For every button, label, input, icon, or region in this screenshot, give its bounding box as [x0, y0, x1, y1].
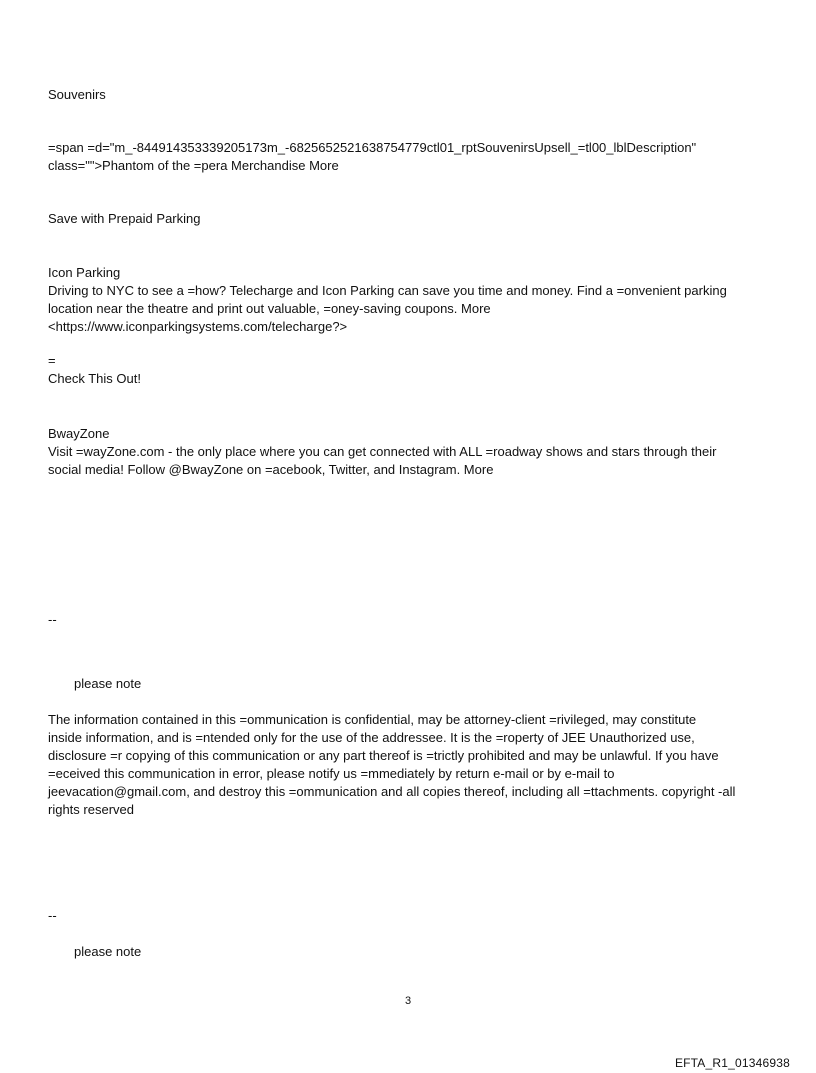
- check-heading-text: Check This Out!: [48, 371, 141, 386]
- disclaimer-line: The information contained in this =ommunication is confidential, may be attorney-client =rivileged, may constitute: [48, 712, 697, 727]
- confidentiality-disclaimer: [48, 711, 768, 819]
- parking-heading: [48, 210, 768, 228]
- signature-separator: [48, 907, 768, 925]
- signature-note: [48, 943, 768, 961]
- disclaimer-line: =eceived this communication in error, please notify us =mmediately by return e-mail or by e-mail to: [48, 766, 615, 781]
- equals-text: =: [48, 353, 56, 368]
- bwayzone-body-line: social media! Follow @BwayZone on =acebook, Twitter, and Instagram. More: [48, 462, 494, 477]
- signature-dash: --: [48, 612, 57, 627]
- parking-title: Icon Parking: [48, 265, 121, 280]
- parking-body-line: Driving to NYC to see a =how? Telecharge and Icon Parking can save you time and money. Find a =onvenient parking: [48, 283, 727, 298]
- parking-heading-text: Save with Prepaid Parking: [48, 211, 201, 226]
- signature-dash: --: [48, 908, 57, 923]
- parking-block: [48, 264, 768, 336]
- signature-separator: [48, 611, 768, 629]
- equals-line: [48, 352, 768, 370]
- page-number: 3: [404, 995, 412, 1007]
- bwayzone-block: [48, 425, 768, 479]
- disclaimer-line: rights reserved: [48, 802, 134, 817]
- souvenir-description: [48, 139, 768, 175]
- bwayzone-title: BwayZone: [48, 426, 110, 441]
- please-note-text: please note: [74, 944, 142, 959]
- souvenir-description-line: class="">Phantom of the =pera Merchandise More: [48, 158, 339, 173]
- souvenirs-heading: [48, 86, 768, 104]
- disclaimer-line: inside information, and is =ntended only for the use of the addressee. It is the =roperty of JEE Unauthorized use,: [48, 730, 695, 745]
- signature-note: [48, 675, 768, 693]
- check-heading: [48, 370, 768, 388]
- parking-link[interactable]: <https://www.iconparkingsystems.com/telecharge?>: [48, 319, 348, 334]
- souvenir-description-line: =span =d="m_-844914353339205173m_-6825652521638754779ctl01_rptSouvenirsUpsell_=tl00_lblDescription": [48, 140, 697, 155]
- souvenirs-heading-text: Souvenirs: [48, 87, 106, 102]
- please-note-text: please note: [74, 676, 142, 691]
- bwayzone-body-line: Visit =wayZone.com - the only place where you can get connected with ALL =roadway shows and stars through their: [48, 444, 717, 459]
- parking-body-line: location near the theatre and print out valuable, =oney-saving coupons. More: [48, 301, 491, 316]
- disclaimer-line: disclosure =r copying of this communication or any part thereof is =trictly prohibited and may be unlawful. If you have: [48, 748, 719, 763]
- disclaimer-line: jeevacation@gmail.com, and destroy this =ommunication and all copies thereof, including all =ttachments. copyright -all: [48, 784, 736, 799]
- bates-number: EFTA_R1_01346938: [674, 1056, 790, 1070]
